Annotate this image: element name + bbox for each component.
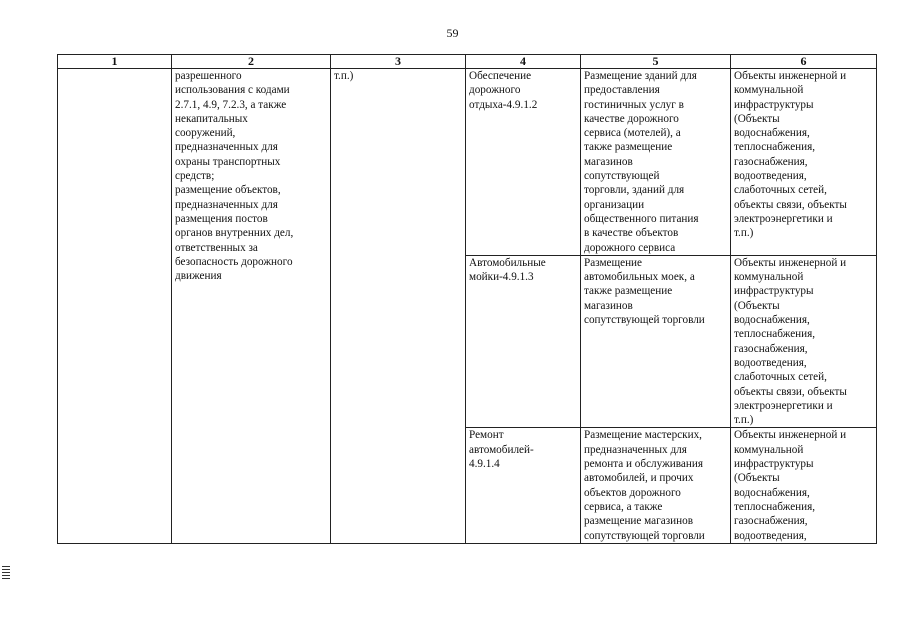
subrow-1-col4: Обеспечение дорожного отдыха-4.9.1.2 [466, 69, 581, 256]
scan-edge-mark [2, 566, 10, 581]
cell-col3 [331, 69, 466, 544]
column-header-4: 4 [466, 55, 581, 69]
subrow-2-col6: Объекты инженерной и коммунальной инфраструктуры (Объекты водоснабжения, теплоснабжения, газоснабжения, водоотведения, слаботочных сетей, объекты связи, объекты электроэнергетики и т.п.) [731, 255, 877, 428]
subrow-3-col6: Объекты инженерной и коммунальной инфраструктуры (Объекты водоснабжения, теплоснабжения, газоснабжения, водоотведения, [731, 428, 877, 543]
subrow-2-col5: Размещение автомобильных моек, а также размещение магазинов сопутствующей торговли [581, 255, 731, 428]
subrow-1-col5: Размещение зданий для предоставления гостиничных услуг в качестве дорожного сервиса (мотелей), а также размещение магазинов сопутствующей торговли, зданий для организации общественного питания в качестве объектов дорожного сервиса [581, 69, 731, 256]
subrow-3-col5: Размещение мастерских, предназначенных для ремонта и обслуживания автомобилей, и прочих объектов дорожного сервиса, а также размещение магазинов сопутствующей торговли [581, 428, 731, 543]
subrow-3-col4: Ремонт автомобилей- 4.9.1.4 [466, 428, 581, 543]
page-number: 59 [446, 26, 459, 40]
cell-col1 [58, 69, 172, 544]
header-row [58, 55, 877, 69]
table-row [58, 69, 877, 256]
zoning-table [57, 54, 877, 544]
column-header-5: 5 [581, 55, 731, 69]
subrow-2-col4: Автомобильные мойки-4.9.1.3 [466, 255, 581, 428]
column-header-2: 2 [172, 55, 331, 69]
column-header-6: 6 [731, 55, 877, 69]
cell-col2 [172, 69, 331, 544]
subrow-1-col6: Объекты инженерной и коммунальной инфраструктуры (Объекты водоснабжения, теплоснабжения, газоснабжения, водоотведения, слаботочных сетей, объекты связи, объекты электроэнергетики и т.п.) [731, 69, 877, 256]
column-header-1: 1 [58, 55, 172, 69]
column-header-3: 3 [331, 55, 466, 69]
permitted-use-text: разрешенного использования с кодами 2.7.1, 4.9, 7.2.3, а также некапитальных сооружений, предназначенных для охраны транспортных средств; размещение объектов, предназначенных для размещения постов органов внутренних дел, ответственных за безопасность дорожного движения [175, 70, 294, 283]
col3-text: т.п.) [334, 70, 354, 82]
